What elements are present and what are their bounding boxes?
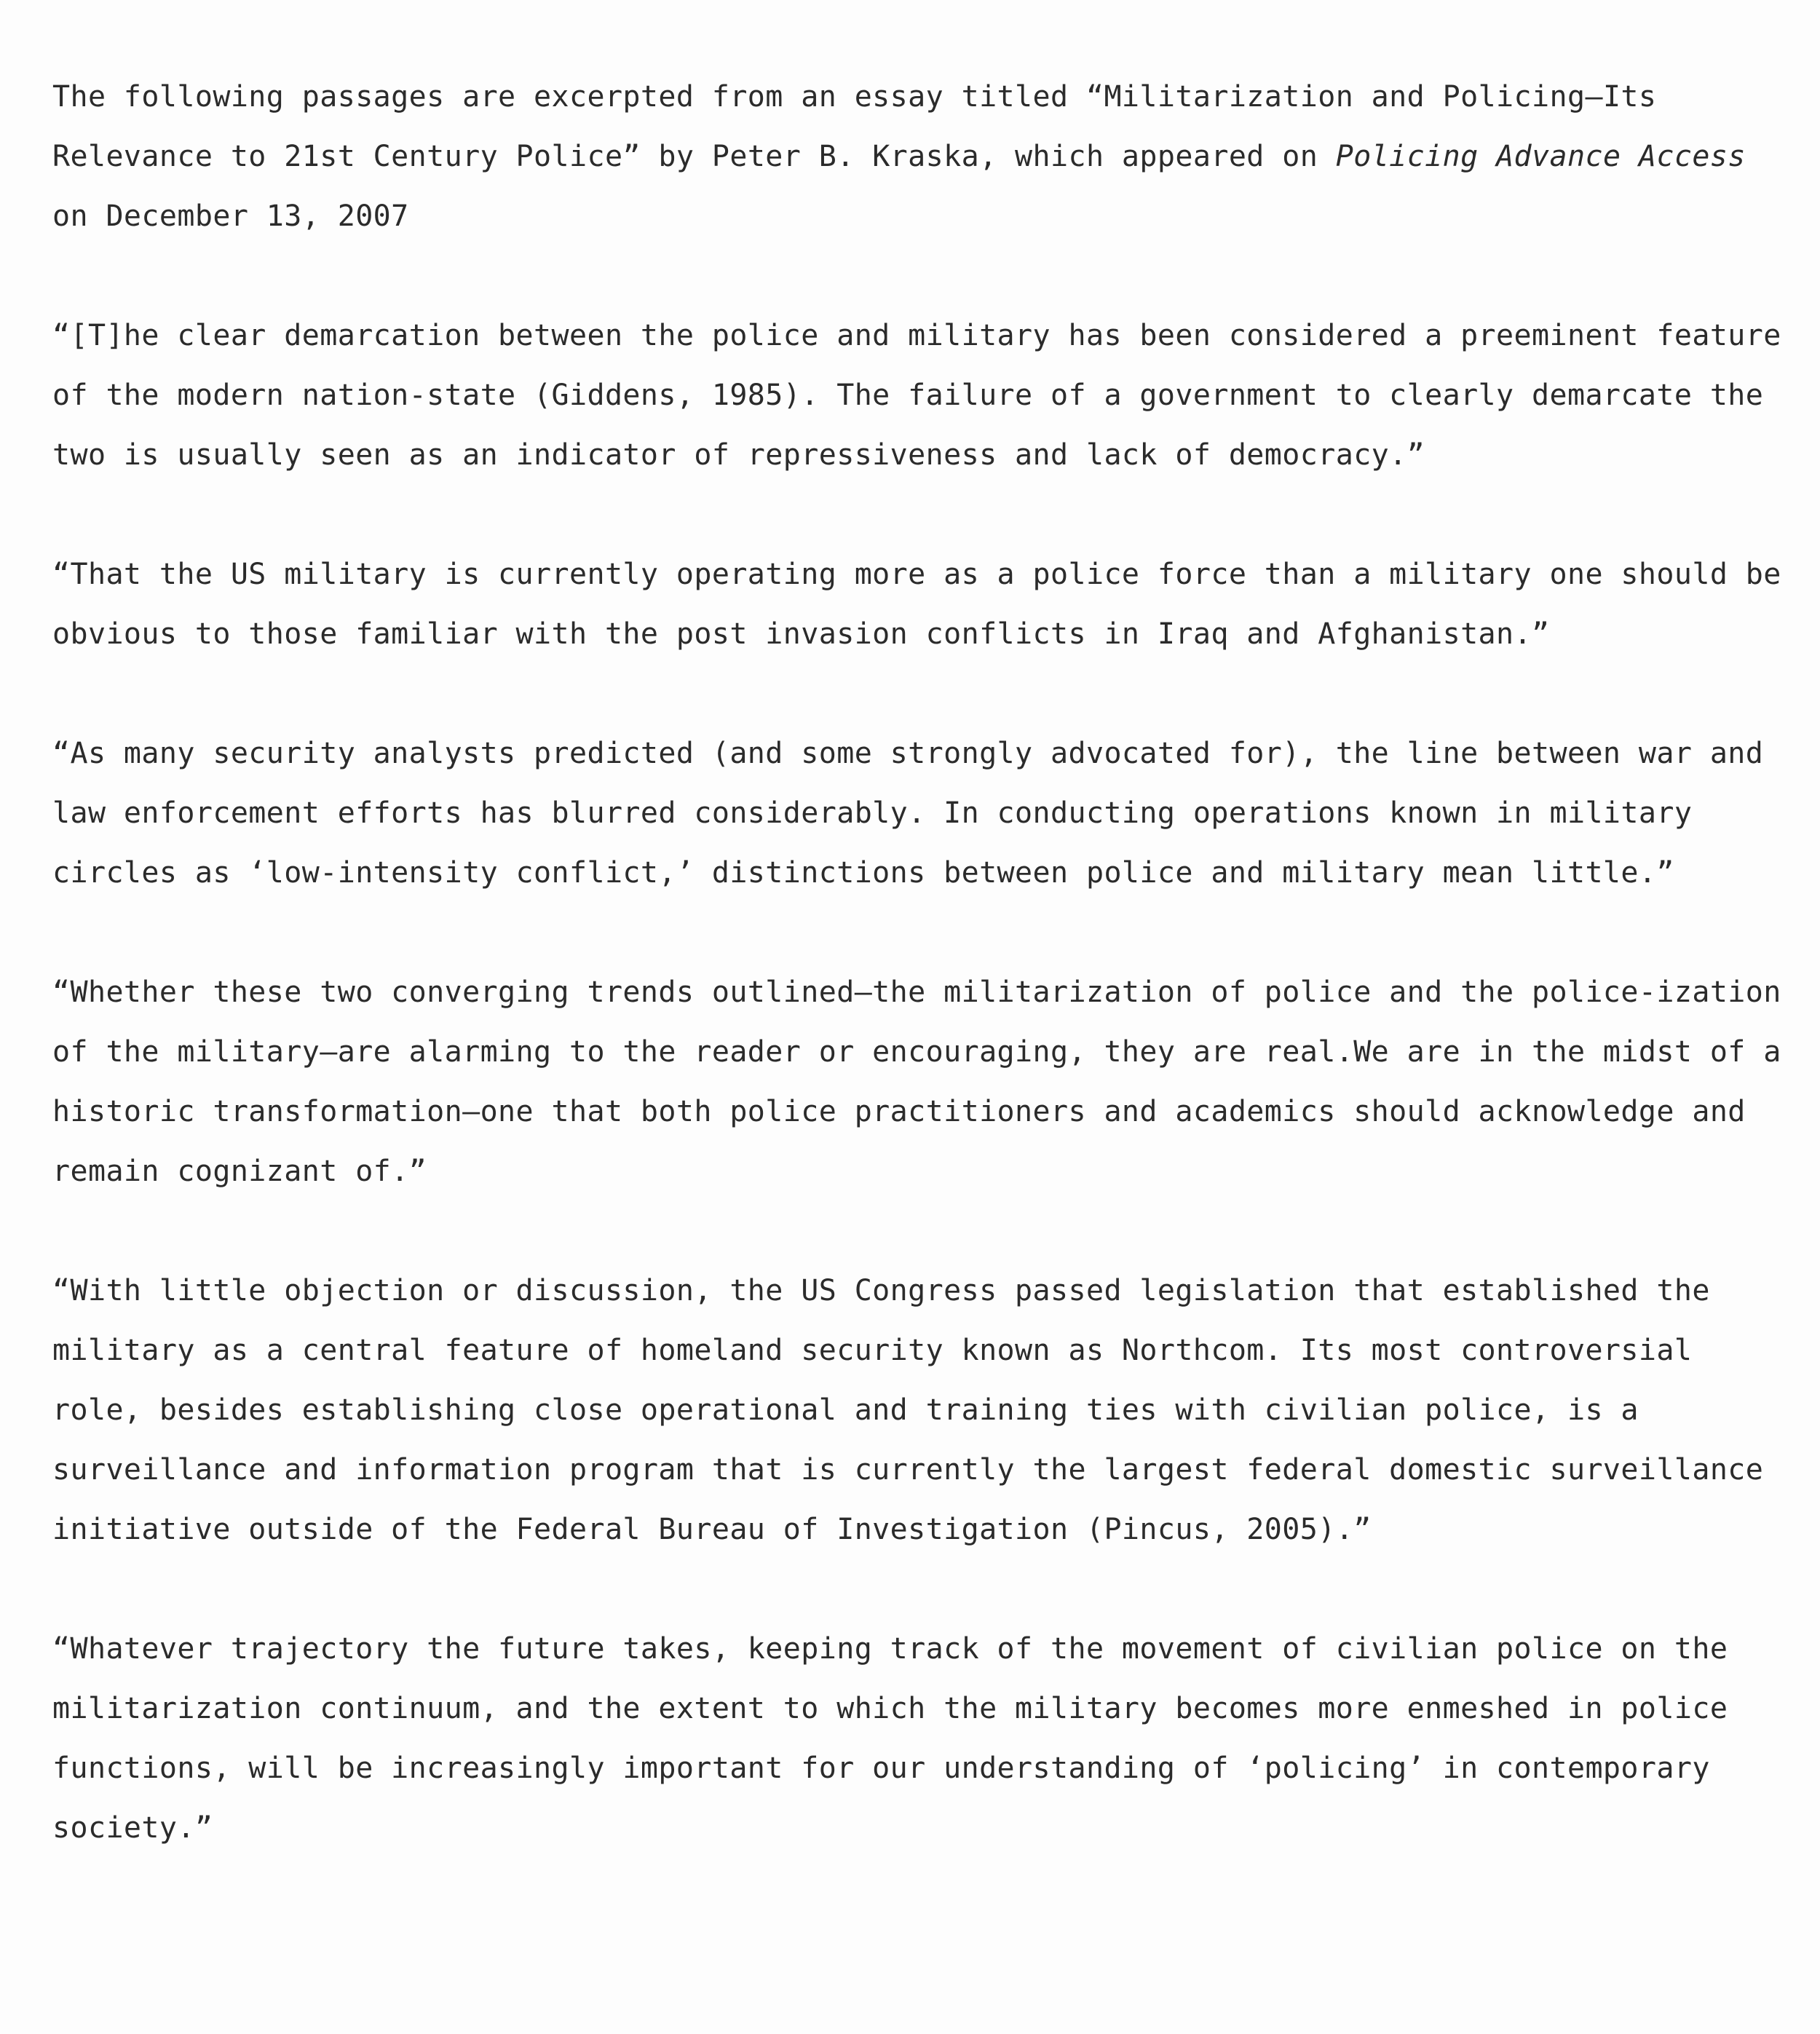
intro-author-text: by Peter B. Kraska, which appeared on: [640, 140, 1336, 173]
essay-title: “Militarization and Policing—Its Relevance to 21st Century Police”: [52, 80, 1657, 173]
intro-lead-text: The following passages are excerpted from an essay titled: [52, 80, 1086, 114]
quote-passage-2: “That the US military is currently operating more as a police force than a military one should be obvious to those familiar with the post invasion conflicts in Iraq and Afghanistan.”: [52, 558, 1781, 651]
document-body: [52, 67, 1785, 1918]
quote-passage-6: “Whatever trajectory the future takes, keeping track of the movement of civilian police on the militarization continuum, and the extent to which the military becomes more enmeshed in police functions, will be increasingly important for our understanding of ‘policing’ in contemporary society.”: [52, 1632, 1728, 1845]
intro-paragraph: [52, 67, 1785, 246]
quote-passage-5: “With little objection or discussion, the US Congress passed legislation that established the military as a central feature of homeland security known as Northcom. Its most controversial role, besides establishing close operational and training ties with civilian police, is a surveillance and information program that is currently the largest federal domestic surveillance initiative outside of the Federal Bureau of Investigation (Pincus, 2005).”: [52, 1274, 1764, 1546]
publication-name: Policing Advance Access: [1335, 140, 1746, 173]
quote-passage-4: “Whether these two converging trends outlined—the militarization of police and the police-ization of the military—are alarming to the reader or encouraging, they are real.We are in the midst of a historic transformation—one that both police practitioners and academics should acknowledge and remain cognizant of.”: [52, 976, 1781, 1188]
quote-passage-3: “As many security analysts predicted (and some strongly advocated for), the line between war and law enforcement efforts has blurred considerably. In conducting operations known in military circles as ‘low-intensity conflict,’ distinctions between police and military mean little.”: [52, 737, 1764, 890]
intro-date-text: on December 13, 2007: [52, 199, 409, 233]
quote-passage-1: “[T]he clear demarcation between the police and military has been considered a preeminent feature of the modern nation-state (Giddens, 1985). The failure of a government to clearly demarcate the two is usually seen as an indicator of repressiveness and lack of democracy.”: [52, 319, 1781, 472]
